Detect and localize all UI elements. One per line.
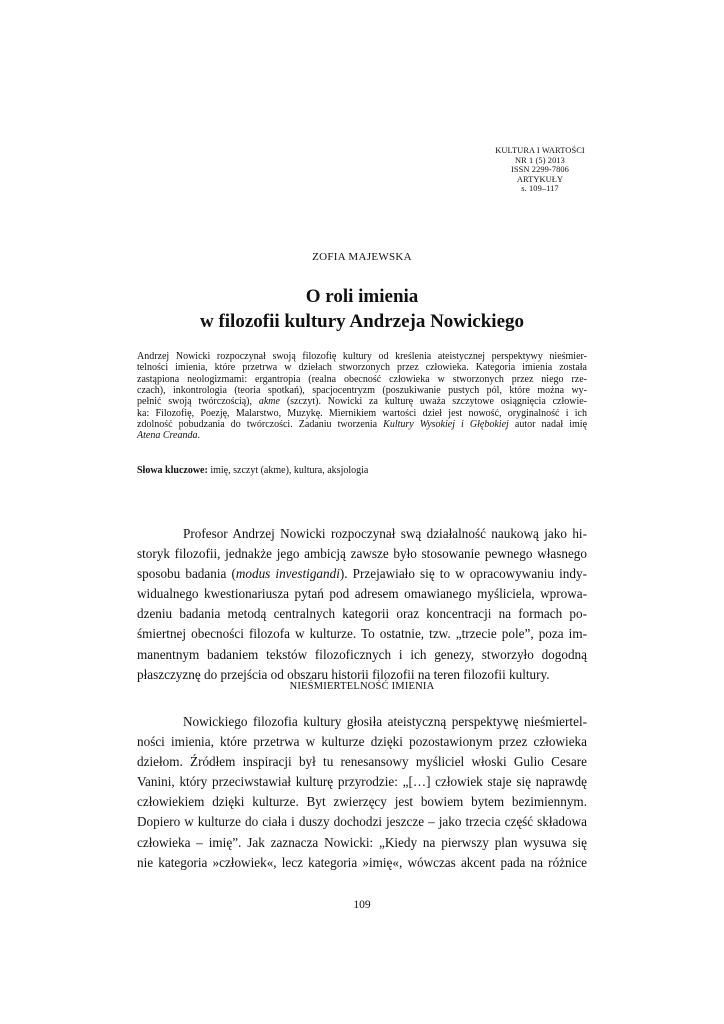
journal-name: KULTURA I WARTOŚCI xyxy=(495,146,585,155)
paragraph-text: ). Przejawiało się to w opracowywaniu indy- xyxy=(339,566,587,582)
term-modus-investigandi: modus investigandi xyxy=(235,566,340,582)
abstract-text: . xyxy=(197,430,200,442)
abstract-term-atena: Atena Creanda xyxy=(137,430,198,442)
paragraph-line: Vanini, który przeciwstawiał kulturę przyrodzie: „[…] człowiek staje się naprawdę xyxy=(137,774,587,790)
paragraph-line: śmiertnej obecności filozofa w kulturze. To ostatnie, tzw. „trzecie pole”, poza im- xyxy=(137,626,587,642)
paragraph-line: widualnego kwestionariusza pytań pod adresem omawianego myśliciela, wprowa- xyxy=(137,586,587,602)
paragraph-line: człowieka – imię”. Jak zaznacza Nowicki: „Kiedy na pierwszy plan wysuwa się xyxy=(137,834,587,850)
abstract-line: Andrzej Nowicki rozpoczynał swoją filozofię kultury od kreślenia ateistycznej perspektywy nieśmier- xyxy=(137,351,587,362)
abstract-text: pełnić swoją twórczością), xyxy=(137,396,253,408)
paragraph-line: manentnym badaniem tekstów filozoficznych i ich genezy, stworzyło dogodną xyxy=(137,646,587,662)
body-paragraph-2 xyxy=(137,712,587,873)
journal-issn: ISSN 2299-7806 xyxy=(511,165,569,175)
title-line-1: O roli imienia xyxy=(305,286,419,307)
journal-issue: NR 1 (5) 2013 xyxy=(515,155,565,165)
title-line-2: w filozofii kultury Andrzeja Nowickiego xyxy=(199,311,525,332)
paragraph-line xyxy=(137,564,587,584)
keywords-label: Słowa kluczowe: xyxy=(137,465,208,476)
paragraph-line: płaszczyznę do przejścia od obszaru historii filozofii na teren filozofii kultury. xyxy=(137,666,550,682)
paragraph-line: dzeniu badania metodą centralnych kategorii oraz koncentracji na formach po- xyxy=(137,606,587,622)
abstract-line xyxy=(137,430,587,441)
keywords-list: imię, szczyt (akme), kultura, aksjologia xyxy=(210,465,369,476)
journal-metadata xyxy=(440,146,640,194)
keywords xyxy=(137,465,587,477)
journal-pages: s. 109–117 xyxy=(521,184,559,194)
abstract-term-kultura: Kultury Wysokiej i Głębokiej xyxy=(383,419,509,431)
page-number: 109 xyxy=(353,899,371,911)
paragraph-line: ności imienia, które przetrwa w kulturze dzięki pozostawionym przez człowieka xyxy=(137,734,587,750)
paragraph-line: człowiekiem dzięki kulturze. Byt zwierzęcy jest bowiem bytem bezimiennym. xyxy=(137,794,587,810)
abstract-text: zdolność pobudzania do twórczości. Zadaniu tworzenia xyxy=(137,419,378,431)
abstract-line: czach), inkontrologia (teoria spotkań), spacjocentryzm (poszukiwanie pustych pól, które można wy- xyxy=(137,385,587,397)
abstract-line xyxy=(137,396,587,407)
journal-section: ARTYKUŁY xyxy=(516,174,564,184)
paragraph-line: Dopiero w kulturze do ciała i duszy dochodzi jeszcze – jako trzecia część składowa xyxy=(137,814,587,830)
paragraph-line: nie kategoria »człowiek«, lecz kategoria »imię«, wówczas akcent pada na różnice xyxy=(137,854,587,870)
abstract-line: ka: Filozofię, Poezję, Malarstwo, Muzykę. Miernikiem wartości dzieł jest nowość, oryginalność i ich xyxy=(137,407,587,419)
abstract-line xyxy=(137,419,587,430)
abstract-line: zastąpiona neologizmami: ergantropia (realna obecność człowieka w stworzonych przez niego rze- xyxy=(137,373,587,385)
paragraph-line: dziełom. Źródłem inspiracji był tu renesansowy myśliciel włoski Gulio Cesare xyxy=(137,754,587,770)
paragraph-line: Profesor Andrzej Nowicki rozpoczynał swą działalność naukową jako hi- xyxy=(183,526,587,541)
author-name: ZOFIA MAJEWSKA xyxy=(312,251,412,263)
abstract-term-akme: akme xyxy=(258,396,280,408)
abstract-text: autor nadał imię xyxy=(514,419,588,431)
body-paragraph-1 xyxy=(137,524,587,685)
article-title xyxy=(0,284,724,334)
abstract-line: telności imienia, które przetrwa w dziełach stworzonych przez człowieka. Kategoria imienia została xyxy=(137,362,587,374)
section-heading: NIEŚMIERTELNOŚĆ IMIENIA xyxy=(289,681,435,692)
abstract xyxy=(137,351,587,442)
paragraph-text: sposobu badania ( xyxy=(137,566,236,582)
paragraph-line: storyk filozofii, jednakże jego ambicją zawsze było stosowanie pewnego własnego xyxy=(137,546,587,562)
abstract-text: (szczyt). Nowicki za kulturę uważa szczytowe osiągnięcia człowie- xyxy=(286,396,588,408)
paragraph-line: Nowickiego filozofia kultury głosiła ateistyczną perspektywę nieśmiertel- xyxy=(183,714,587,729)
